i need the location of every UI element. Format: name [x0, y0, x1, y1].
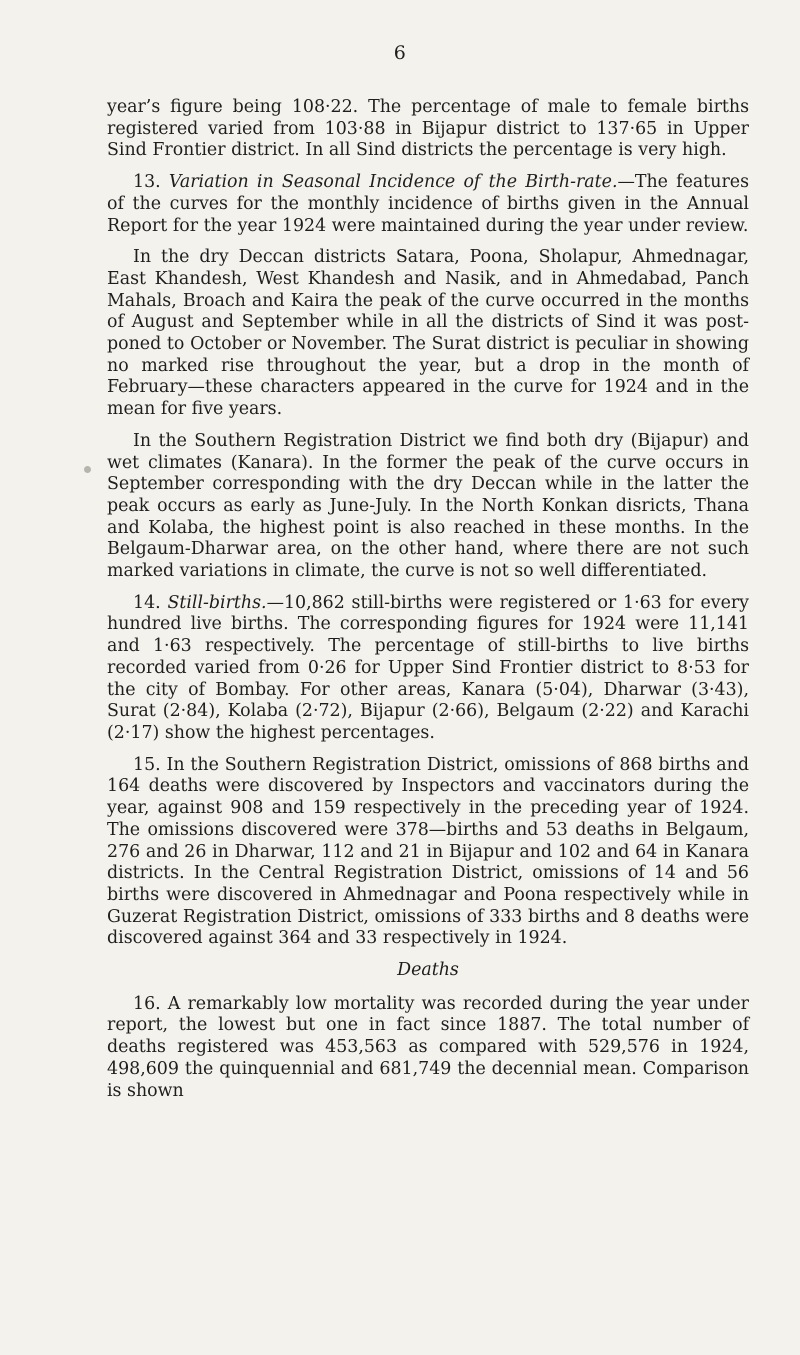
- paragraph-14-title: Still-births.: [167, 592, 267, 613]
- deaths-heading: Deaths: [397, 960, 459, 981]
- paragraph-13-title: Variation in Seasonal Incidence of the Birth-rate.: [168, 172, 618, 193]
- paragraph-13-number: 13.: [133, 172, 161, 193]
- paragraph-13-deccan: In the dry Deccan districts Satara, Poona, Sholapur, Ahmednagar, East Khandesh, West Khandesh and Nasik, and in Ahmedabad, Panch Mahals, Broach and Kaira the peak of the curve occurred in the months of August and September while in all the districts of Sind it was post- poned to October or November. The Surat district is peculiar in showing no marked rise throughout the year, but a drop in the month of February—these characters appeared in the curve for 1924 and in the mean for five years.: [107, 247, 749, 420]
- paragraph-14-number: 14.: [133, 592, 161, 613]
- paragraph-13: [107, 172, 749, 237]
- body-text: [107, 97, 749, 1112]
- paragraph-13-text: —The features of the curves for the monthly incidence of births given in the Annual Report for the year 1924 were maintained during the year under review.: [107, 172, 749, 236]
- paragraph-continued: year’s figure being 108·22. The percentage of male to female births registered varied from 103·88 in Bijapur district to 137·65 in Upper Sind Frontier district. In all Sind districts the percentage is very high.: [107, 97, 749, 161]
- paragraph-14-text: —10,862 still-births were registered or 1·63 for every hundred live births. The corresponding figures for 1924 were 11,141 and 1·63 respectively. The percentage of still-births to live births recorded varied from 0·26 for Upper Sind Frontier district to 8·53 for the city of Bombay. For other areas, Kanara (5·04), Dharwar (3·43), Surat (2·84), Kolaba (2·72), Bijapur (2·66), Belgaum (2·22) and Karachi (2·17) show the highest percentages.: [107, 592, 750, 743]
- page-number: 6: [393, 42, 407, 64]
- paragraph-13-southern: In the Southern Registration District we find both dry (Bijapur) and wet climates (Kanara). In the former the peak of the curve occurs in September corresponding with the dry Deccan while in the latter the peak occurs as early as June-July. In the North Konkan disricts, Thana and Kolaba, the highest point is also reached in these months. In the Belgaum-Dharwar area, on the other hand, where there are not such marked variations in climate, the curve is not so well differentiated.: [107, 430, 749, 582]
- paragraph-16: 16. A remarkably low mortality was recorded during the year under report, the lowest but one in fact since 1887. The total number of deaths registered was 453,563 as compared with 529,576 in 1924, 498,609 the quinquennial and 681,749 the decennial mean. Comparison is shown: [107, 993, 749, 1101]
- paragraph-14: [107, 593, 749, 745]
- paragraph-15: 15. In the Southern Registration District, omissions of 868 births and 164 deaths were discovered by Inspectors and vaccinators during the year, against 908 and 159 respectively in the preceding year of 1924. The omissions discovered were 378—births and 53 deaths in Belgaum, 276 and 26 in Dharwar, 112 and 21 in Bijapur and 102 and 64 in Kanara districts. In the Central Registration District, omissions of 14 and 56 births were discovered in Ahmednagar and Poona respectively while in Guzerat Registration District, omissions of 333 births and 8 deaths were discovered against 364 and 33 respectively in 1924.: [107, 754, 749, 949]
- paper-speck: [84, 466, 91, 473]
